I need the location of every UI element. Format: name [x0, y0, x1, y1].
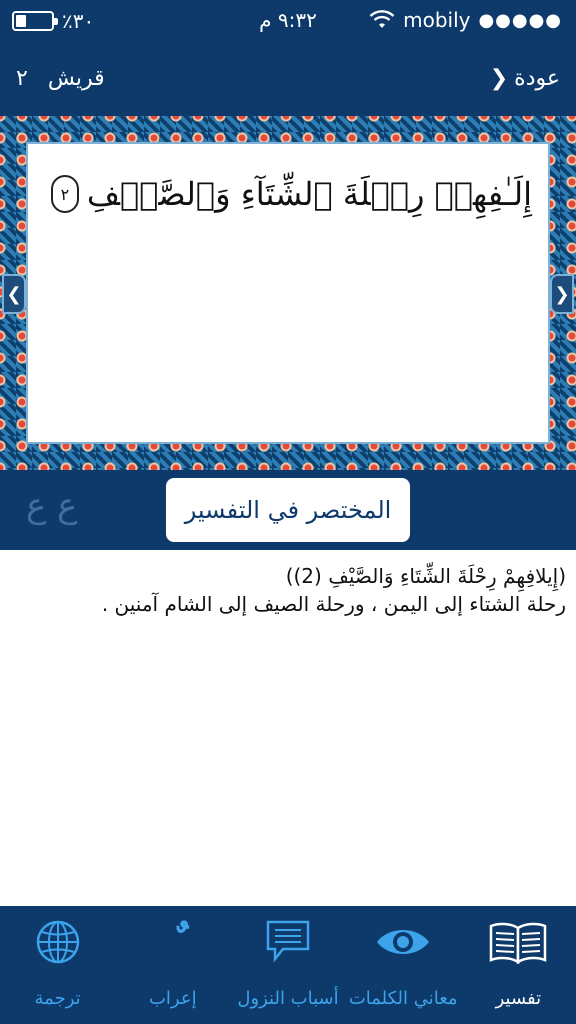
tab-label: ترجمة — [34, 988, 81, 1009]
previous-verse-button[interactable] — [2, 274, 26, 314]
carrier-area — [369, 8, 562, 32]
back-label: عودة — [514, 66, 560, 91]
battery-percentage: ٪٣٠ — [62, 9, 95, 33]
verse-text: إِلَـٰفِهِمۡ رِحۡلَةَ ٱلشِّتَآءِ وَٱلصَّيۡفِ — [86, 175, 532, 213]
damma-icon — [143, 914, 203, 970]
tafsir-content — [14, 562, 566, 618]
book-icon — [488, 914, 548, 970]
speech-bubble-icon — [258, 914, 318, 970]
chevron-right-icon: ❯ — [554, 283, 570, 305]
tab-label: معاني الكلمات — [348, 988, 458, 1009]
tafsir-source-button[interactable]: المختصر في التفسير — [166, 478, 410, 542]
tafsir-explanation: رحلة الشتاء إلى اليمن ، ورحلة الصيف إلى الشام آمنين . — [101, 592, 566, 616]
surah-number: ٢ — [16, 66, 28, 91]
wifi-icon — [369, 10, 395, 30]
tafsir-source-bar — [0, 470, 576, 550]
chevron-left-icon: ❮ — [489, 66, 509, 91]
globe-icon — [28, 914, 88, 970]
tab-tafsir[interactable] — [461, 906, 576, 1024]
tab-label: أسباب النزول — [237, 988, 339, 1009]
bottom-tab-bar — [0, 906, 576, 1024]
tafsir-verse-line: (إِيلافِهِمْ رِحْلَةَ الشِّتَاءِ وَالصَّيْفِ (2)) — [285, 564, 566, 588]
back-button[interactable] — [490, 66, 560, 91]
navigation-bar — [0, 40, 576, 116]
font-size-icon[interactable]: ع ع — [26, 486, 78, 526]
tab-reasons-of-revelation[interactable] — [230, 906, 345, 1024]
verse-line — [51, 175, 532, 213]
surah-title — [16, 66, 105, 91]
tab-grammar[interactable] — [115, 906, 230, 1024]
tab-label: إعراب — [148, 988, 197, 1009]
tab-translation[interactable] — [0, 906, 115, 1024]
surah-name: قريش — [47, 66, 105, 91]
eye-icon — [373, 914, 433, 970]
tab-word-meanings[interactable] — [346, 906, 461, 1024]
carrier-name: mobily — [403, 8, 471, 32]
status-time: ٩:٣٢ م — [259, 8, 317, 32]
status-bar — [0, 0, 576, 40]
ayah-number-marker: ٢ — [51, 175, 79, 213]
tab-label: تفسير — [495, 988, 542, 1009]
next-verse-button[interactable] — [550, 274, 574, 314]
chevron-left-icon: ❮ — [6, 283, 22, 305]
signal-strength: ●●●●● — [478, 9, 562, 31]
